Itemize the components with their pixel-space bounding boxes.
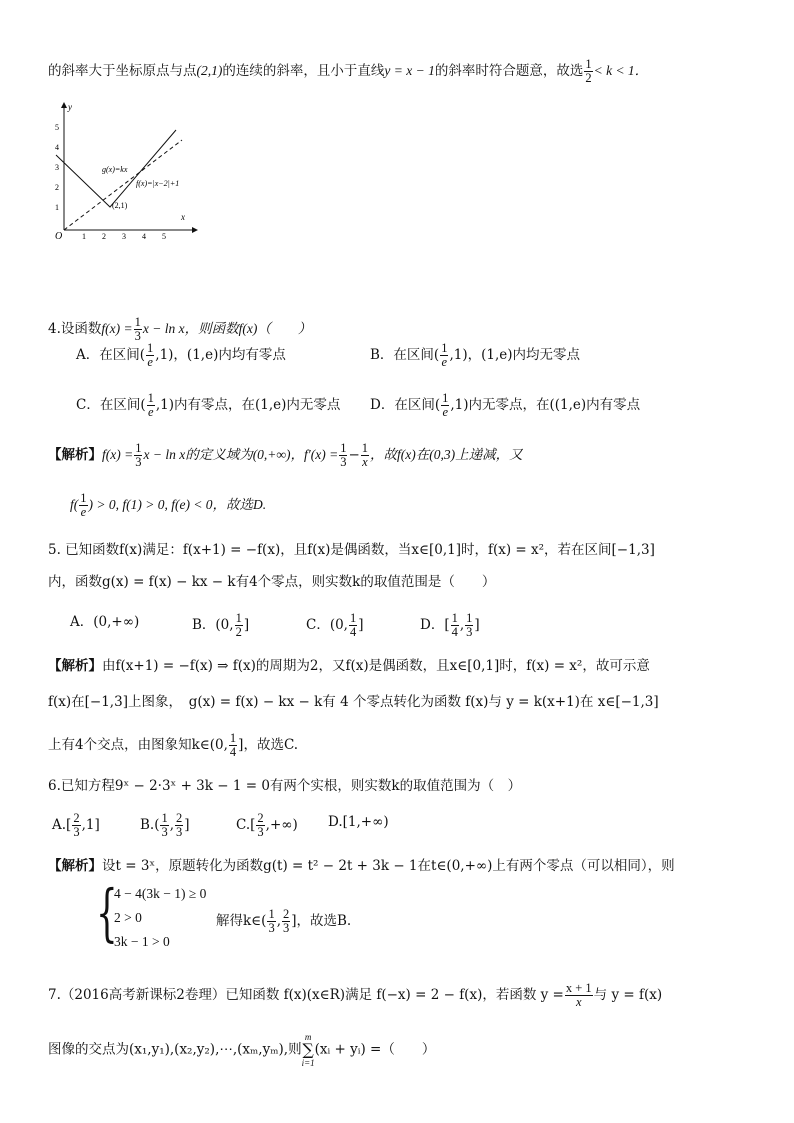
q4-option-b <box>370 342 580 369</box>
sol-text: ]，故选C. <box>238 737 299 753</box>
opt-fraction <box>349 612 357 639</box>
frac-num: 2 <box>257 811 264 825</box>
q4-option-d <box>370 392 640 419</box>
frac-den: 3 <box>283 921 290 935</box>
x-ticks <box>82 232 166 240</box>
y-tick: 3 <box>55 163 59 172</box>
x-tick: 3 <box>122 232 126 240</box>
x-tick: 2 <box>102 232 106 240</box>
x-axis-label: x <box>181 212 185 222</box>
opt-text: , <box>459 617 465 633</box>
frac-num: 1 <box>229 731 237 745</box>
q6-stem: 6.已知方程9ˣ − 2·3ˣ + 3k − 1 = 0有两个实根，则实数k的取值范围为（ ） <box>48 778 522 794</box>
sol-text: 设t = 3ˣ，原题转化为函数g(t) = t² − 2t + 3k − 1在t∈(0,+∞)上有两个零点（可以相同），则 <box>102 858 675 874</box>
sol-text: 解得k∈( <box>216 913 267 929</box>
q5-option-d <box>420 612 480 639</box>
case-row: 2 > 0 <box>114 910 142 925</box>
q5-stem-2: 内，函数g(x) = f(x) − kx − k有4个零点，则实数k的取值范围是（ ） <box>48 574 496 590</box>
x-tick: 4 <box>142 232 146 240</box>
opt-fraction <box>160 812 168 839</box>
intro-answer-rest: < k < 1． <box>593 63 649 78</box>
opt-text: ,1)，(1,e)内均有零点 <box>155 347 286 363</box>
q4-option-c <box>76 392 340 419</box>
q4-solution <box>48 442 523 469</box>
q4-stem-b: x − ln x，则函数 <box>142 321 239 336</box>
frac-den: e <box>441 355 448 369</box>
y-tick: 4 <box>55 143 59 152</box>
frac-num: 2 <box>176 811 183 825</box>
frac-num: 1 <box>235 611 242 625</box>
q4-fx: f(x) = <box>101 321 133 336</box>
solution-tag: 【解析】 <box>48 858 102 873</box>
q6-option-b <box>140 812 190 839</box>
frac-den: e <box>442 405 448 419</box>
opt-text: ] <box>243 617 250 633</box>
opt-text: ] <box>358 617 364 633</box>
y-axis-label: y <box>68 102 72 112</box>
y-ticks <box>55 123 59 212</box>
frac-num: 2 <box>73 811 80 825</box>
q7-text: 7.（2016高考新课标2卷理）已知函数 f(x)(x∈R)满足 f(−x) = 2 − f(x)，若函数 y = <box>48 987 564 1003</box>
left-brace: { <box>96 876 118 949</box>
opt-text: A．在区间( <box>76 347 146 363</box>
q6-option-a <box>52 812 100 839</box>
f-label: f(x)=|x−2|+1 <box>136 179 180 188</box>
opt-text: ,1)内有零点，在(1,e)内无零点 <box>155 397 341 413</box>
q6-solution-1 <box>48 856 675 876</box>
frac-den: e <box>147 355 153 369</box>
frac-num: 1 <box>340 441 347 455</box>
y-tick: 5 <box>55 123 59 132</box>
frac-den: 4 <box>451 625 458 639</box>
frac-den: 3 <box>135 455 142 469</box>
sol-text: f( <box>70 497 79 512</box>
intro-line <box>48 58 648 85</box>
opt-fraction <box>465 612 473 639</box>
frac-num: 1 <box>268 907 275 921</box>
opt-text: B．在区间( <box>370 347 440 363</box>
q4-fraction <box>134 316 142 343</box>
y-tick: 2 <box>55 183 59 192</box>
function-graph <box>52 100 202 240</box>
x-tick: 5 <box>162 232 166 240</box>
frac-den: 3 <box>466 625 473 639</box>
q5-option-b <box>192 612 249 639</box>
frac-den: 3 <box>161 825 168 839</box>
frac-den: e <box>147 405 154 419</box>
frac-num: 1 <box>442 391 449 405</box>
frac-den: 3 <box>134 329 141 343</box>
frac-den: 3 <box>340 455 347 469</box>
opt-fraction <box>146 342 154 369</box>
sol-fraction <box>339 442 347 469</box>
opt-text: C．在区间( <box>76 397 146 413</box>
sol-text: 上有4个交点，由图象知k∈(0, <box>48 737 228 753</box>
frac-num: x + 1 <box>565 981 592 995</box>
sum-symbol: ∑ <box>302 1040 314 1059</box>
opt-text: ,1)，(1,e)内均无零点 <box>449 347 580 363</box>
g-label: g(x)=kx <box>102 165 128 174</box>
q4-option-a <box>76 342 286 369</box>
intro-text: 的斜率大于坐标原点与点 <box>48 63 197 79</box>
y-tick: 1 <box>55 203 59 212</box>
point-label: (2,1) <box>112 201 128 210</box>
frac-num: 1 <box>147 341 154 355</box>
frac-den: 3 <box>176 825 183 839</box>
intro-mid: 的连续的斜率，且小于直线 <box>222 63 385 79</box>
case-row: 3k − 1 > 0 <box>114 934 170 949</box>
opt-fraction <box>235 612 243 639</box>
sol-text: f(x) = <box>102 447 134 462</box>
opt-fraction <box>440 342 448 369</box>
sum-upper: m <box>304 1032 312 1042</box>
frac-num: 1 <box>361 441 369 455</box>
frac-num: 1 <box>161 811 168 825</box>
opt-fraction <box>175 812 183 839</box>
opt-fraction <box>451 612 459 639</box>
opt-text: ] <box>184 817 190 833</box>
sol-text: ) > 0, f(1) > 0, f(e) < 0，故选D. <box>88 497 267 512</box>
y-axis-arrow <box>61 102 67 108</box>
q5-stem-1: 5. 已知函数f(x)满足：f(x+1) = −f(x)，且f(x)是偶函数，当x∈[0,1]时，f(x) = x²，若在区间[−1,3] <box>48 542 655 558</box>
q4-stem <box>48 316 311 343</box>
sol-fraction <box>79 492 87 519</box>
solution-tag: 【解析】 <box>48 658 102 673</box>
sol-fraction <box>282 908 290 935</box>
q5-solution-2: f(x)在[−1,3]上图象， g(x) = f(x) − kx − k有 4 个零点转化为函数 f(x)与 y = k(x+1)在 x∈[−1,3] <box>48 694 659 710</box>
opt-text: A.[ <box>52 817 72 833</box>
sol-text: 由f(x+1) = −f(x) ⇒ f(x)的周期为2，又f(x)是偶函数，且x∈[0,1]时，f(x) = x²，故可示意 <box>102 658 650 674</box>
q5-option-a: A．(0,+∞) <box>70 614 140 630</box>
q7-text: (xᵢ + yᵢ) =（ ） <box>314 1041 436 1058</box>
q7-text: 图像的交点为(x₁,y₁),(x₂,y₂),⋯,(xₘ,yₘ),则 <box>48 1041 302 1058</box>
intro-answer-fraction <box>584 58 592 85</box>
frac-num: 1 <box>451 611 458 625</box>
frac-num: 2 <box>283 907 290 921</box>
opt-text: ,1] <box>81 817 100 833</box>
opt-fraction <box>441 392 449 419</box>
q7-fraction <box>565 982 593 1009</box>
frac-num: 1 <box>585 57 592 71</box>
sol-text: ]，故选B. <box>291 913 352 929</box>
frac-den: 4 <box>229 745 237 759</box>
sol-text: , <box>276 913 281 929</box>
q7-stem-1 <box>48 982 662 1009</box>
sol-fraction <box>229 732 237 759</box>
opt-text: ,1)内无零点，在((1,e)内有零点 <box>450 397 641 413</box>
frac-num: 1 <box>147 391 154 405</box>
opt-fraction <box>72 812 80 839</box>
q5-solution-3 <box>48 732 298 759</box>
frac-num: 1 <box>466 611 473 625</box>
opt-fraction <box>147 392 155 419</box>
q6-option-d: D.[1,+∞) <box>328 814 389 830</box>
opt-text: , <box>169 817 175 833</box>
frac-den: 4 <box>349 625 357 639</box>
sol-text: x − ln x的定义域为(0,+∞)，f′(x) = <box>143 447 339 462</box>
opt-text: B．(0, <box>192 617 234 633</box>
frac-den: x <box>362 455 368 469</box>
opt-text: C．(0, <box>306 617 348 633</box>
frac-num: 1 <box>441 341 448 355</box>
sol-text: ，故f(x)在(0,3)上递减，又 <box>370 447 523 462</box>
sol-fraction <box>361 442 369 469</box>
summation <box>302 1032 315 1068</box>
frac-num: 1 <box>135 441 142 455</box>
opt-text: C.[ <box>236 817 256 833</box>
x-axis-arrow <box>192 227 198 233</box>
opt-text: D．在区间( <box>370 397 441 413</box>
frac-den: 2 <box>235 625 242 639</box>
q5-solution-1 <box>48 656 650 676</box>
frac-den: x <box>575 995 582 1009</box>
sol-text: − <box>348 447 360 463</box>
opt-text: ,+∞) <box>265 817 298 833</box>
frac-den: 2 <box>585 71 592 85</box>
solution-tag: 【解析】 <box>48 447 102 462</box>
q4-number: 4.设函数 <box>48 321 102 337</box>
intro-point: (2,1) <box>196 63 223 78</box>
frac-den: 3 <box>268 921 275 935</box>
sol-fraction <box>134 442 142 469</box>
frac-den: e <box>80 505 87 519</box>
q7-text: 与 y = f(x) <box>593 987 663 1003</box>
origin-label: O <box>55 231 63 240</box>
frac-num: 1 <box>80 491 87 505</box>
intro-tail: 的斜率时符合题意，故选 <box>434 63 584 79</box>
x-tick: 1 <box>82 232 86 240</box>
q6-solution-2 <box>216 908 351 935</box>
sol-fraction <box>267 908 275 935</box>
q5-option-c <box>306 612 364 639</box>
q4-solution-2 <box>70 492 266 519</box>
opt-text: D．[ <box>420 617 450 633</box>
opt-fraction <box>256 812 264 839</box>
q6-option-c <box>236 812 298 839</box>
sum-lower: i=1 <box>301 1058 315 1068</box>
frac-num: 1 <box>349 611 357 625</box>
case-row: 4 − 4(3k − 1) ≥ 0 <box>114 886 207 901</box>
intro-line-eq: y = x − 1 <box>384 63 435 78</box>
opt-text: ] <box>474 617 480 633</box>
q4-stem-c: f(x)（ ） <box>238 321 312 336</box>
frac-num: 1 <box>134 315 141 329</box>
frac-den: 3 <box>73 825 80 839</box>
frac-den: 3 <box>257 825 264 839</box>
q7-stem-2 <box>48 1032 435 1068</box>
opt-text: B.( <box>140 817 160 833</box>
